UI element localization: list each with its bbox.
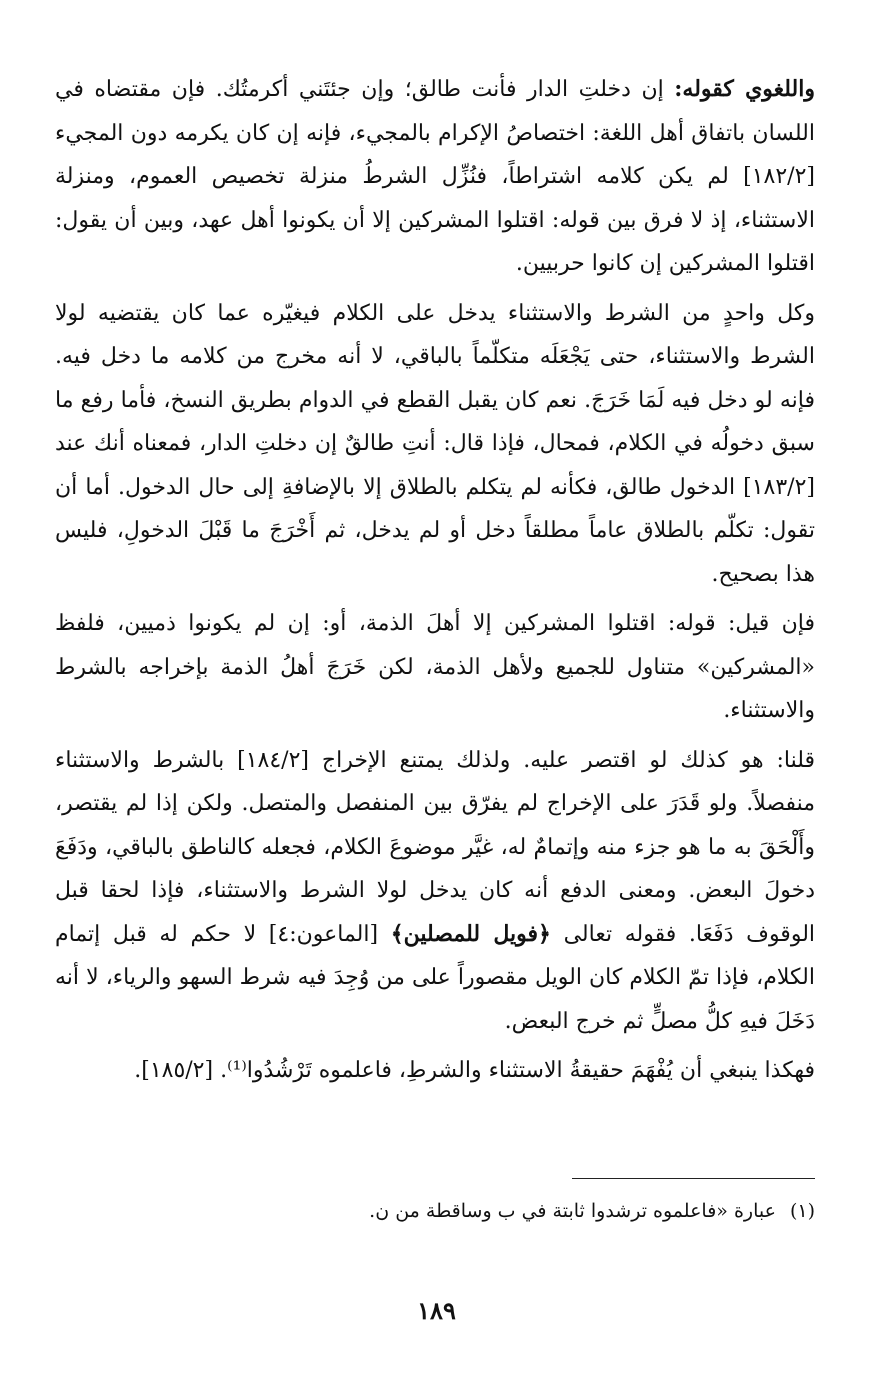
paragraph-1-text: إن دخلتِ الدار فأنت طالق؛ وإن جئتَني أكرمتُك. فإن مقتضاه في اللسان باتفاق أهل اللغة: اختصاصُ الإكرام بالمجيء، فإنه إن كان يكرمه دون المجيء [١٨٢/٢] لم يكن كلامه اشتراطاً، فنُزِّل الشرطُ منزلة تخصيص العموم، ومنزلة الاستثناء، إذ لا فرق بين قوله: اقتلوا المشركين إلا أن يكونوا أهل عهد، وبين أن يقول: اقتلوا المشركين إن كانوا حربيين. xyxy=(55,77,815,276)
main-text xyxy=(55,68,815,1093)
paragraph-3 xyxy=(55,602,815,733)
paragraph-4-text-before: قلنا: هو كذلك لو اقتصر عليه. ولذلك يمتنع الإخراج [١٨٤/٢] بالشرط والاستثناء منفصلاً. ولو قَدَرَ على الإخراج لم يفرّق بين المنفصل والمتصل. ولكن إذا لم يقتصر، وأَلْحَقَ به ما هو جزء منه وإتمامٌ له، غيَّر موضوعَ الكلام، فجعله كالناطق بالباقي، ودَفَعَ دخولَ البعض. ومعنى الدفع أنه كان يدخل لولا الشرط والاستثناء، فإذا لحقا قبل الوقوف دَفَعَا. فقوله تعالى xyxy=(55,747,816,947)
paragraph-5-text: فهكذا ينبغي أن يُفْهَمَ حقيقةُ الاستثناء والشرطِ، فاعلموه تَرْشُدُوا⁽¹⁾. [١٨٥/٢]. xyxy=(134,1058,815,1083)
paragraph-4 xyxy=(55,739,815,1044)
paragraph-5 xyxy=(55,1049,815,1093)
quran-verse: ﴿فويل للمصلين﴾ xyxy=(390,920,551,947)
footnote-text: عبارة «فاعلموه ترشدوا ثابتة في ب وساقطة من ن. xyxy=(369,1200,776,1222)
footnote xyxy=(55,1196,815,1226)
paragraph-4-text-after: [الماعون:٤] لا حكم له قبل إتمام الكلام، فإذا تمّ الكلام كان الويل مقصوراً على من وُجِدَ فيه شرط السهو والرياء، لا أنه دَخَلَ فيهِ كلُّ مصلٍّ ثم خرج البعض. xyxy=(55,921,815,1034)
footnote-number: (١) xyxy=(789,1200,815,1222)
paragraph-1 xyxy=(55,68,815,286)
footnote-divider xyxy=(572,1178,815,1179)
paragraph-3-text: فإن قيل: قوله: اقتلوا المشركين إلا أهلَ الذمة، أو: إن لم يكونوا ذميين، فلفظ «المشركين» متناول للجميع ولأهل الذمة، لكن خَرَجَ أهلُ الذمة بإخراجه بالشرط والاستثناء. xyxy=(55,611,815,723)
paragraph-2 xyxy=(55,292,815,597)
page-number: ١٨٩ xyxy=(417,1296,456,1325)
paragraph-2-text: وكل واحدٍ من الشرط والاستثناء يدخل على الكلام فيغيّره عما كان يقتضيه لولا الشرط والاستثناء، حتى يَجْعَلَه متكلّماً بالباقي، لا أنه مخرج من كلامه ما دخل فيه. فإنه لو دخل فيه لَمَا خَرَجَ. نعم كان يقبل القطع في الدوام بطريق النسخ، فأما رفع ما سبق دخولُه في الكلام، فمحال، فإذا قال: أنتِ طالقٌ إن دخلتِ الدار، فمعناه أنك عند [١٨٣/٢] الدخول طالق، فكأنه لم يتكلم بالطلاق إلا بالإضافةِ إلى حال الدخول. أما أن تقول: تكلّم بالطلاق عاماً مطلقاً دخل أو لم يدخل، ثم أَخْرَجَ ما قَبْلَ الدخولِ، فليس هذا بصحيح. xyxy=(55,300,815,587)
paragraph-1-lead: واللغوي كقوله: xyxy=(674,76,815,102)
